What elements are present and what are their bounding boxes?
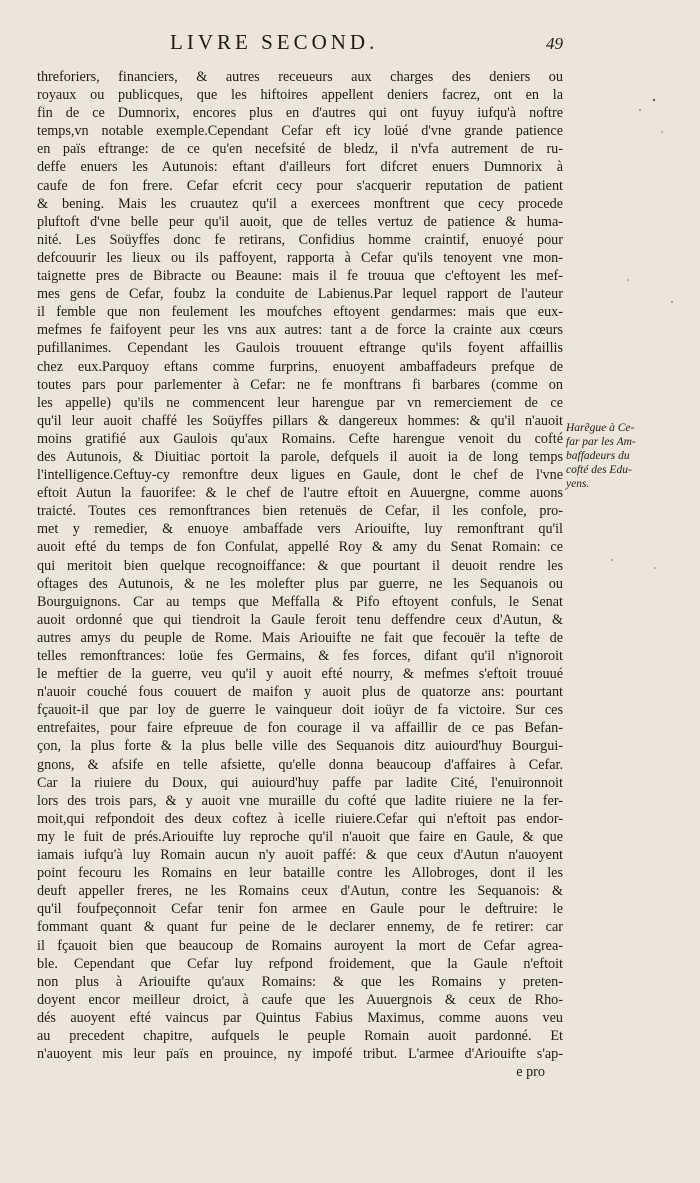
text-line: il fçauoit bien que beaucoup de Romains auroyent la mort de Cefar agrea- [37, 937, 563, 954]
text-line: threforiers, financiers, & autres receueurs aux charges des deniers ou [37, 69, 563, 85]
text-line: traicté. Toutes ces remonftrances bien retenuës de Cefar, il les confole, pro- [37, 503, 563, 520]
page-number: 49 [546, 34, 563, 53]
text-line: auoit efté du temps de fon Confulat, appellé Roy & amy du Senat Romain: ce [37, 539, 563, 556]
text-line: defcouurir les lieux ou ils paffoyent, rapporta à Cefar qu'ils tenoyent vne mon- [37, 249, 563, 266]
text-line: fommant quant & quant fur peine de le declarer ennemy, de fe retirer: car [37, 919, 563, 936]
text-line: qu'il leur auoit chaffé les Soüyffes pillars & dangereux hommes: & qu'il n'auoit [37, 412, 563, 429]
text-line: n'auoir couché fous couuert de maifon y auoit plus de quatorze ans: pourtant [37, 684, 563, 701]
text-line: Car la riuiere du Doux, qui auiourd'huy paffe par ladite Cité, l'enuironnoit [37, 774, 563, 791]
text-line: en païs eftrange: de ce qu'en necefsité de bledz, il n'vfa autrement de ru- [37, 141, 563, 158]
text-line: Bourguignons. Car au temps que Meffalla & Pifo eftoyent confuls, le Senat [37, 593, 563, 610]
running-title: LIVRE SECOND. [170, 30, 379, 54]
text-line: qui meritoit bien quelque recognoiffance: & que pourtant il deuoit rendre les [37, 557, 563, 574]
text-line: pluftoft d'vne belle peur qu'il auoit, que de telles vertuz de patience & huma- [37, 213, 563, 230]
text-line: entrefaites, pour faire efpreuue de fon courage il va affaillir de ce pas Befan- [37, 720, 563, 737]
text-line: met y remedier, & enuoye ambaffade vers Ariouifte, luy remonftrant qu'il [37, 521, 563, 538]
text-line: çon, la plus forte & la plus belle ville des Sequanois ditz auiourd'huy Bourgui- [37, 738, 563, 755]
text-line: autres amys du peuple de Rome. Mais Ariouifte ne fait que fecouër la tefte de [37, 629, 563, 646]
text-line: e pro [516, 1064, 545, 1081]
text-line: moins gratifié aux Gaulois qu'aux Romains. Cefte harengue venoit du cofté [37, 430, 563, 447]
text-line: deuft appeller freres, ne les Romains ceux d'Autun, contre les Sequanois: & [37, 883, 563, 900]
text-line: ble. Cependant que Cefar luy refpond froidement, que la Gaule n'eftoit [37, 955, 563, 972]
text-line: moit,qui refpondoit des deux coftez à icelle riuiere.Cefar qui n'eftoit pas endor- [37, 810, 563, 827]
text-line: toutes pars pour parlementer à Cefar: ne fe monftrans fi barbares (comme on [37, 376, 563, 393]
margin-note-line: yens. [566, 478, 590, 490]
text-line: mes gens de Cefar, foubz la conduite de Labienus.Par lequel rapport de l'auteur [37, 286, 563, 303]
text-line: fçauoit-il que par loy de guerre le vainqueur doit ioüyr de fa victoire. Sur ces [37, 702, 563, 719]
text-line: des Autunois, & Diuitiac portoit la parole, defquels il auoit ia de long temps [37, 448, 563, 465]
text-line: my le fuit de prés.Ariouifte luy reproche qu'il n'auoit que faire en Gaule, & que [37, 828, 563, 845]
text-line: il femble que non feulement les moufches eftoyent gendarmes: mais que eux- [37, 304, 563, 321]
text-line: iamais iufqu'à luy Romain aucun n'y auoit paffé: & que ceux d'Autun n'auoyent [37, 847, 563, 864]
text-line: gnons, & afsife en telle afsiette, qu'elle donna beaucoup d'affaires à Cefar. [37, 756, 563, 773]
margin-note-line: cofté des Edu- [566, 464, 632, 476]
text-line: mefmes fe faifoyent peur les vns aux autres: tant a de force la crainte aux cœurs [37, 322, 563, 339]
text-line: caufe de fon frere. Cefar efcrit cecy pour s'acquerir reputation de patient [37, 177, 563, 194]
text-line: les appelle) qu'ils ne commencent leur harengue par vn remerciement de ce [37, 394, 563, 411]
text-line: non plus à Ariouifte qu'aux Romains: & que les Romains y preten- [37, 973, 563, 990]
text-line: fin de ce Dumnorix, encores plus en d'autres qui ont fuyuy iufqu'à noftre [37, 105, 563, 122]
text-line: eftoit Autun la fauorifee: & le chef de l'autre eftoit en Auuergne, comme auons [37, 485, 563, 502]
text-line: n'auoyent mis leur païs en prouince, ny impofé tribut. L'armee d'Ariouifte s'ap- [37, 1046, 563, 1063]
margin-note-line: Harẽgue à Ce- [566, 422, 635, 434]
text-line: & bening. Mais les cruautez qu'il a exercees monftrent que cecy procede [37, 195, 563, 212]
text-line: deffe enuers les Autunois: eftant d'ailleurs fort difcret enuers Dumnorix à [37, 159, 563, 176]
text-line: le meftier de la guerre, veu qu'il y auoit efté nourry, & mefmes s'eftoit trouué [37, 666, 563, 683]
text-line: temps,vn notable exemple.Cependant Cefar eft icy loüé d'vne grande patience [37, 123, 563, 140]
text-line: chez eux.Parquoy eftans comme furprins, enuoyent ambaffadeurs prefque de [37, 358, 563, 375]
text-line: doyent encor meilleur droict, à caufe que les Auuergnois & ceux de Rho- [37, 991, 563, 1008]
text-line: taignette pres de Bibracte ou Beaune: mais il fe trouua que c'eftoyent les mef- [37, 268, 563, 285]
margin-note-line: baffadeurs du [566, 450, 630, 462]
text-line: telles remonftrances: loüe fes Germains, & fes forces, difant qu'il n'ignoroit [37, 648, 563, 664]
text-line: auoit ordonné que qui tiendroit la Gaule feroit tenu deffendre ceux d'Autun, & [37, 611, 563, 628]
text-line: dés auoyent efté vaincus par Quintus Fabius Maximus, comme auons veu [37, 1009, 563, 1026]
text-line: l'intelligence.Ceftuy-cy remonftre deux ligues en Gaule, dont le chef de l'vne [37, 467, 563, 484]
text-line: lors des trois pars, & y auoit vne muraille du cofté que ladite riuiere ne la fer- [37, 792, 563, 809]
text-line: oftages des Autunois, & ne les molefter plus par guerre, ne les Sequanois ou [37, 575, 563, 592]
text-line: pufillanimes. Cependant les Gaulois trouuent eftrange qu'ils foyent affaillis [37, 340, 563, 357]
text-line: point fecouru les Romains en leur bataille contre les Allobroges, dont il les [37, 865, 563, 882]
margin-note-line: far par les Am- [566, 436, 636, 448]
text-line: nité. Les Soüyffes donc fe retirans, Confidius homme craintif, enuoyé pour [37, 231, 563, 248]
text-line: qu'il foufpeçonnoit Cefar tenir fon armee en Gaule pour le deftruire: le [37, 901, 563, 918]
text-line: au precedent chapitre, aufquels le peuple Romain auoit pardonné. Et [37, 1027, 563, 1044]
text-line: royaux ou publicques, que les hiftoires appellent deniers facrez, ont en la [37, 87, 563, 104]
